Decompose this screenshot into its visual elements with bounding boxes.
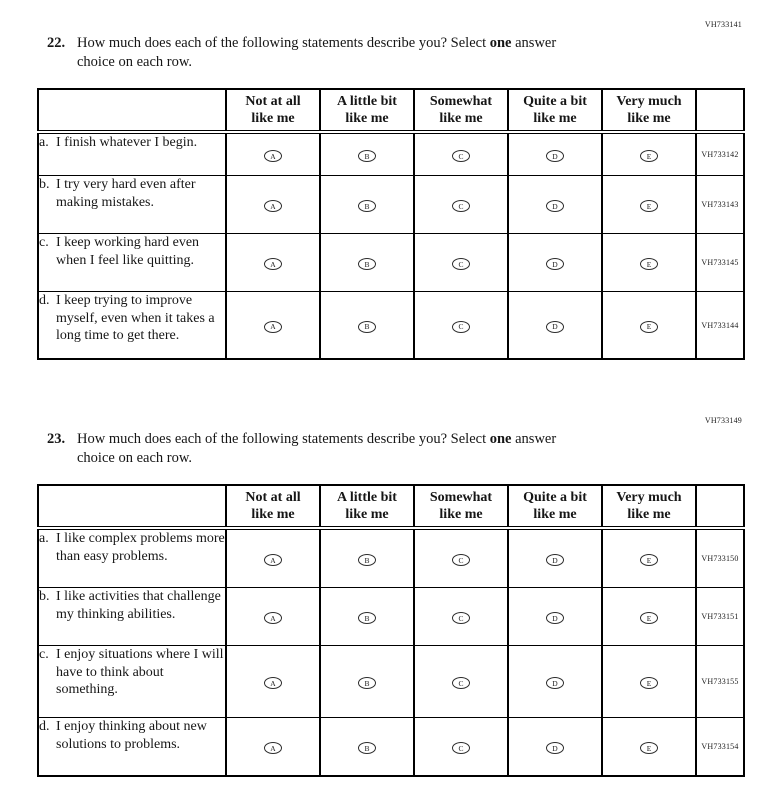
statement-text: I try very hard even after making mistakes. (56, 177, 196, 210)
row-code: VH733142 (696, 132, 744, 176)
answer-bubble-b[interactable]: B (358, 612, 376, 624)
statement-letter: b. (39, 589, 50, 604)
prompt-line1-pre: How much does each of the following statements describe you? Select (77, 431, 490, 447)
row-code: VH733154 (696, 718, 744, 777)
answer-bubble-c[interactable]: C (452, 150, 470, 162)
answer-bubble-e[interactable]: E (640, 677, 658, 689)
statement-text: I like complex problems more than easy problems. (56, 531, 225, 564)
question-23-number: 23. (47, 431, 66, 447)
statement-text: I keep trying to improve myself, even when it takes a long time to get there. (56, 293, 215, 343)
statement-letter: d. (39, 293, 50, 308)
column-header-very-much: Very much like me (602, 485, 696, 528)
column-header-very-much: Very much like me (602, 89, 696, 132)
column-header-not-at-all: Not at all like me (226, 89, 320, 132)
answer-bubble-e[interactable]: E (640, 554, 658, 566)
answer-bubble-e[interactable]: E (640, 612, 658, 624)
question-22-text (77, 34, 556, 72)
statement-cell (38, 292, 226, 360)
column-header-quite-a-bit: Quite a bit like me (508, 485, 602, 528)
answer-bubble-c[interactable]: C (452, 554, 470, 566)
question-22-number: 22. (47, 35, 66, 51)
table-row (38, 528, 744, 588)
prompt-line1-bold: one (489, 35, 512, 51)
column-header-somewhat: Somewhat like me (414, 485, 508, 528)
statement-cell (38, 528, 226, 588)
statement-text: I enjoy thinking about new solutions to problems. (56, 719, 207, 752)
code-header-cell (696, 89, 744, 132)
prompt-line1 (77, 34, 556, 53)
answer-bubble-c[interactable]: C (452, 258, 470, 270)
column-header-not-at-all: Not at all like me (226, 485, 320, 528)
prompt-line2: choice on each row. (77, 54, 193, 70)
question-23-code: VH733149 (704, 416, 742, 425)
statement-text: I keep working hard even when I feel like quitting. (56, 235, 200, 268)
statement-letter: a. (39, 135, 49, 150)
answer-bubble-e[interactable]: E (640, 742, 658, 754)
answer-bubble-c[interactable]: C (452, 742, 470, 754)
answer-bubble-a[interactable]: A (264, 321, 282, 333)
answer-bubble-e[interactable]: E (640, 258, 658, 270)
question-23-response-table (37, 484, 745, 777)
table-row (38, 176, 744, 234)
column-header-a-little-bit: A little bit like me (320, 89, 414, 132)
table-row (38, 234, 744, 292)
question-22-prompt (47, 34, 766, 72)
answer-bubble-c[interactable]: C (452, 200, 470, 212)
table-row (38, 718, 744, 777)
answer-bubble-a[interactable]: A (264, 554, 282, 566)
statement-letter: c. (39, 235, 49, 250)
question-22-code: VH733141 (704, 20, 742, 29)
column-header-quite-a-bit: Quite a bit like me (508, 89, 602, 132)
answer-bubble-d[interactable]: D (546, 150, 564, 162)
statement-text: I enjoy situations where I will have to think about something. (56, 647, 224, 697)
statement-letter: b. (39, 177, 50, 192)
answer-bubble-a[interactable]: A (264, 200, 282, 212)
answer-bubble-a[interactable]: A (264, 258, 282, 270)
answer-bubble-a[interactable]: A (264, 677, 282, 689)
header-row (38, 485, 744, 528)
statement-cell (38, 718, 226, 777)
column-header-somewhat: Somewhat like me (414, 89, 508, 132)
statement-letter: a. (39, 531, 49, 546)
answer-bubble-a[interactable]: A (264, 150, 282, 162)
answer-bubble-c[interactable]: C (452, 612, 470, 624)
code-header-cell (696, 485, 744, 528)
answer-bubble-d[interactable]: D (546, 554, 564, 566)
answer-bubble-b[interactable]: B (358, 321, 376, 333)
prompt-line1-pre: How much does each of the following statements describe you? Select (77, 35, 490, 51)
question-23-prompt (47, 430, 766, 468)
answer-bubble-d[interactable]: D (546, 200, 564, 212)
column-header-a-little-bit: A little bit like me (320, 485, 414, 528)
answer-bubble-a[interactable]: A (264, 612, 282, 624)
answer-bubble-b[interactable]: B (358, 677, 376, 689)
table-row (38, 292, 744, 360)
statement-header-cell (38, 485, 226, 528)
row-code: VH733155 (696, 646, 744, 718)
answer-bubble-c[interactable]: C (452, 677, 470, 689)
table-row (38, 588, 744, 646)
statement-cell (38, 132, 226, 176)
statement-letter: c. (39, 647, 49, 662)
answer-bubble-e[interactable]: E (640, 200, 658, 212)
row-code: VH733150 (696, 528, 744, 588)
table-row (38, 132, 744, 176)
statement-cell (38, 234, 226, 292)
answer-bubble-d[interactable]: D (546, 612, 564, 624)
statement-text: I finish whatever I begin. (56, 135, 198, 150)
statement-header-cell (38, 89, 226, 132)
answer-bubble-d[interactable]: D (546, 677, 564, 689)
prompt-line1 (77, 430, 556, 449)
statement-text: I like activities that challenge my thinking abilities. (56, 589, 221, 622)
statement-cell (38, 176, 226, 234)
question-23-text (77, 430, 556, 468)
answer-bubble-d[interactable]: D (546, 321, 564, 333)
answer-bubble-c[interactable]: C (452, 321, 470, 333)
answer-bubble-d[interactable]: D (546, 742, 564, 754)
prompt-line2: choice on each row. (77, 450, 193, 466)
prompt-line1-bold: one (489, 431, 512, 447)
statement-cell (38, 646, 226, 718)
row-code: VH733151 (696, 588, 744, 646)
answer-bubble-d[interactable]: D (546, 258, 564, 270)
answer-bubble-e[interactable]: E (640, 321, 658, 333)
answer-bubble-b[interactable]: B (358, 258, 376, 270)
header-row (38, 89, 744, 132)
statement-cell (38, 588, 226, 646)
statement-letter: d. (39, 719, 50, 734)
table-row (38, 646, 744, 718)
answer-bubble-b[interactable]: B (358, 742, 376, 754)
answer-bubble-b[interactable]: B (358, 554, 376, 566)
answer-bubble-e[interactable]: E (640, 150, 658, 162)
row-code: VH733143 (696, 176, 744, 234)
row-code: VH733145 (696, 234, 744, 292)
prompt-line1-post: answer (511, 35, 557, 51)
answer-bubble-a[interactable]: A (264, 742, 282, 754)
answer-bubble-b[interactable]: B (358, 200, 376, 212)
question-22-response-table (37, 88, 745, 360)
row-code: VH733144 (696, 292, 744, 360)
answer-bubble-b[interactable]: B (358, 150, 376, 162)
prompt-line1-post: answer (511, 431, 557, 447)
